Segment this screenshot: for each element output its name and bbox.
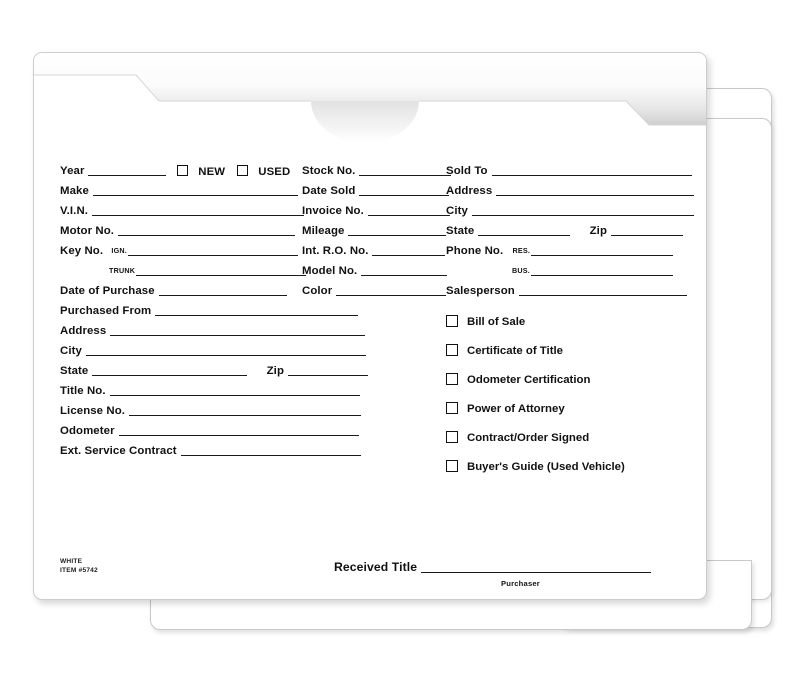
- checkbox-buyers-guide[interactable]: [446, 460, 458, 472]
- checkbox-new-box[interactable]: [177, 165, 188, 176]
- field-state-seller-rule[interactable]: [92, 365, 247, 376]
- field-int-ro-no[interactable]: [302, 245, 445, 257]
- item-number: ITEM #5742: [60, 566, 98, 574]
- field-phone-no-res-rule[interactable]: [531, 245, 673, 256]
- field-mileage[interactable]: [302, 225, 446, 237]
- checklist-item-certificate-of-title[interactable]: [446, 344, 563, 357]
- field-received-title-label: Received Title: [334, 560, 418, 574]
- field-ext-service-contract-label: Ext. Service Contract: [60, 445, 177, 457]
- field-stock-no-rule[interactable]: [359, 165, 451, 176]
- field-phone-no-bus-sublabel: BUS.: [512, 266, 530, 275]
- field-year-label: Year: [60, 165, 85, 177]
- field-year-rule[interactable]: [88, 165, 166, 176]
- field-date-sold-rule[interactable]: [359, 185, 449, 196]
- checklist-item-buyers-guide[interactable]: [446, 460, 625, 473]
- field-state-seller[interactable]: [60, 365, 368, 377]
- field-sold-to[interactable]: [446, 165, 692, 177]
- checklist-item-power-of-attorney[interactable]: [446, 402, 565, 415]
- field-state-buyer[interactable]: [446, 225, 683, 237]
- field-zip-buyer-label: Zip: [589, 225, 608, 237]
- field-title-no[interactable]: [60, 385, 360, 397]
- field-invoice-no-rule[interactable]: [368, 205, 450, 216]
- field-stock-no-label: Stock No.: [302, 165, 356, 177]
- field-key-no-trunk[interactable]: [109, 265, 306, 277]
- field-color-label: Color: [302, 285, 333, 297]
- field-model-no-rule[interactable]: [361, 265, 447, 276]
- field-city-seller-label: City: [60, 345, 82, 357]
- checklist-item-buyers-guide-label: Buyer's Guide (Used Vehicle): [467, 461, 625, 473]
- field-int-ro-no-rule[interactable]: [372, 245, 445, 256]
- checkbox-used-box[interactable]: [237, 165, 248, 176]
- field-state-buyer-rule[interactable]: [478, 225, 570, 236]
- field-motor-no-rule[interactable]: [118, 225, 295, 236]
- checklist-item-contract-order-signed-label: Contract/Order Signed: [467, 432, 590, 444]
- field-sold-to-rule[interactable]: [492, 165, 692, 176]
- checklist-item-bill-of-sale-label: Bill of Sale: [467, 316, 526, 328]
- field-zip-seller-rule[interactable]: [288, 365, 368, 376]
- field-title-no-rule[interactable]: [110, 385, 360, 396]
- checklist-item-certificate-of-title-label: Certificate of Title: [467, 345, 563, 357]
- field-zip-buyer-rule[interactable]: [611, 225, 683, 236]
- field-city-seller-rule[interactable]: [86, 345, 366, 356]
- field-address-buyer-label: Address: [446, 185, 493, 197]
- item-identification-mark: [60, 558, 98, 575]
- field-city-buyer-rule[interactable]: [472, 205, 694, 216]
- checklist-item-power-of-attorney-label: Power of Attorney: [467, 403, 565, 415]
- field-key-no-ign[interactable]: [60, 245, 298, 257]
- field-received-title-rule[interactable]: [421, 562, 651, 573]
- field-date-sold[interactable]: [302, 185, 449, 197]
- purchaser-caption: Purchaser: [501, 579, 540, 588]
- field-date-of-purchase-label: Date of Purchase: [60, 285, 155, 297]
- field-city-buyer[interactable]: [446, 205, 694, 217]
- field-purchased-from-label: Purchased From: [60, 305, 152, 317]
- field-color[interactable]: [302, 285, 446, 297]
- field-salesperson[interactable]: [446, 285, 687, 297]
- checkbox-new[interactable]: [177, 165, 225, 178]
- checkbox-used-label: USED: [258, 166, 291, 178]
- field-phone-no-bus[interactable]: [512, 265, 673, 277]
- field-address-buyer[interactable]: [446, 185, 694, 197]
- field-ext-service-contract-rule[interactable]: [181, 445, 361, 456]
- field-zip-seller-label: Zip: [266, 365, 285, 377]
- field-phone-no-label: Phone No.: [446, 245, 504, 257]
- field-phone-no-bus-rule[interactable]: [531, 265, 673, 276]
- field-motor-no[interactable]: [60, 225, 295, 237]
- field-address-seller-rule[interactable]: [110, 325, 365, 336]
- field-motor-no-label: Motor No.: [60, 225, 115, 237]
- checklist-item-bill-of-sale[interactable]: [446, 315, 525, 328]
- field-salesperson-rule[interactable]: [519, 285, 687, 296]
- field-phone-no-res[interactable]: [446, 245, 673, 257]
- field-state-seller-label: State: [60, 365, 89, 377]
- checkbox-new-label: NEW: [198, 166, 226, 178]
- field-sold-to-label: Sold To: [446, 165, 488, 177]
- checkbox-used[interactable]: [237, 165, 290, 178]
- field-address-seller[interactable]: [60, 325, 365, 337]
- checklist-item-contract-order-signed[interactable]: [446, 431, 589, 444]
- field-model-no-label: Model No.: [302, 265, 358, 277]
- field-state-buyer-label: State: [446, 225, 475, 237]
- field-key-no-trunk-sublabel: TRUNK: [109, 266, 136, 275]
- checklist-item-odometer-certification[interactable]: [446, 373, 590, 386]
- field-license-no[interactable]: [60, 405, 361, 417]
- field-city-buyer-label: City: [446, 205, 468, 217]
- field-purchased-from[interactable]: [60, 305, 358, 317]
- field-mileage-label: Mileage: [302, 225, 345, 237]
- field-ext-service-contract[interactable]: [60, 445, 361, 457]
- field-phone-no-res-sublabel: RES.: [512, 246, 531, 255]
- field-city-seller[interactable]: [60, 345, 366, 357]
- vehicle-file-form: [34, 53, 706, 599]
- field-odometer-label: Odometer: [60, 425, 115, 437]
- field-key-no-label: Key No.: [60, 245, 104, 257]
- checkbox-contract-order-signed[interactable]: [446, 431, 458, 443]
- field-date-of-purchase[interactable]: [60, 285, 287, 297]
- field-stock-no[interactable]: [302, 165, 451, 177]
- field-vin[interactable]: [60, 205, 304, 217]
- field-title-no-label: Title No.: [60, 385, 106, 397]
- field-color-rule[interactable]: [336, 285, 446, 296]
- field-key-no-ign-sublabel: IGN.: [111, 246, 127, 255]
- field-vin-label: V.I.N.: [60, 205, 89, 217]
- field-make[interactable]: [60, 185, 298, 197]
- field-odometer-rule[interactable]: [119, 425, 359, 436]
- field-salesperson-label: Salesperson: [446, 285, 515, 297]
- field-invoice-no-label: Invoice No.: [302, 205, 364, 217]
- field-license-no-label: License No.: [60, 405, 126, 417]
- checkbox-certificate-of-title[interactable]: [446, 344, 458, 356]
- field-make-rule[interactable]: [93, 185, 298, 196]
- field-key-no-trunk-rule[interactable]: [136, 265, 306, 276]
- field-model-no[interactable]: [302, 265, 447, 277]
- field-date-of-purchase-rule[interactable]: [159, 285, 287, 296]
- field-odometer[interactable]: [60, 425, 359, 437]
- field-license-no-rule[interactable]: [129, 405, 361, 416]
- field-date-sold-label: Date Sold: [302, 185, 356, 197]
- paper-color-code: WHITE: [60, 558, 83, 565]
- checkbox-bill-of-sale[interactable]: [446, 315, 458, 327]
- field-make-label: Make: [60, 185, 89, 197]
- checklist-item-odometer-certification-label: Odometer Certification: [467, 374, 591, 386]
- envelope-front-panel: [33, 52, 707, 600]
- field-mileage-rule[interactable]: [348, 225, 446, 236]
- field-vin-rule[interactable]: [92, 205, 304, 216]
- field-purchased-from-rule[interactable]: [155, 305, 358, 316]
- field-year[interactable]: [60, 165, 166, 177]
- field-address-buyer-rule[interactable]: [496, 185, 694, 196]
- field-int-ro-no-label: Int. R.O. No.: [302, 245, 369, 257]
- field-received-title[interactable]: [334, 561, 651, 573]
- checkbox-power-of-attorney[interactable]: [446, 402, 458, 414]
- field-key-no-ign-rule[interactable]: [128, 245, 298, 256]
- checkbox-odometer-certification[interactable]: [446, 373, 458, 385]
- field-address-seller-label: Address: [60, 325, 107, 337]
- field-invoice-no[interactable]: [302, 205, 450, 217]
